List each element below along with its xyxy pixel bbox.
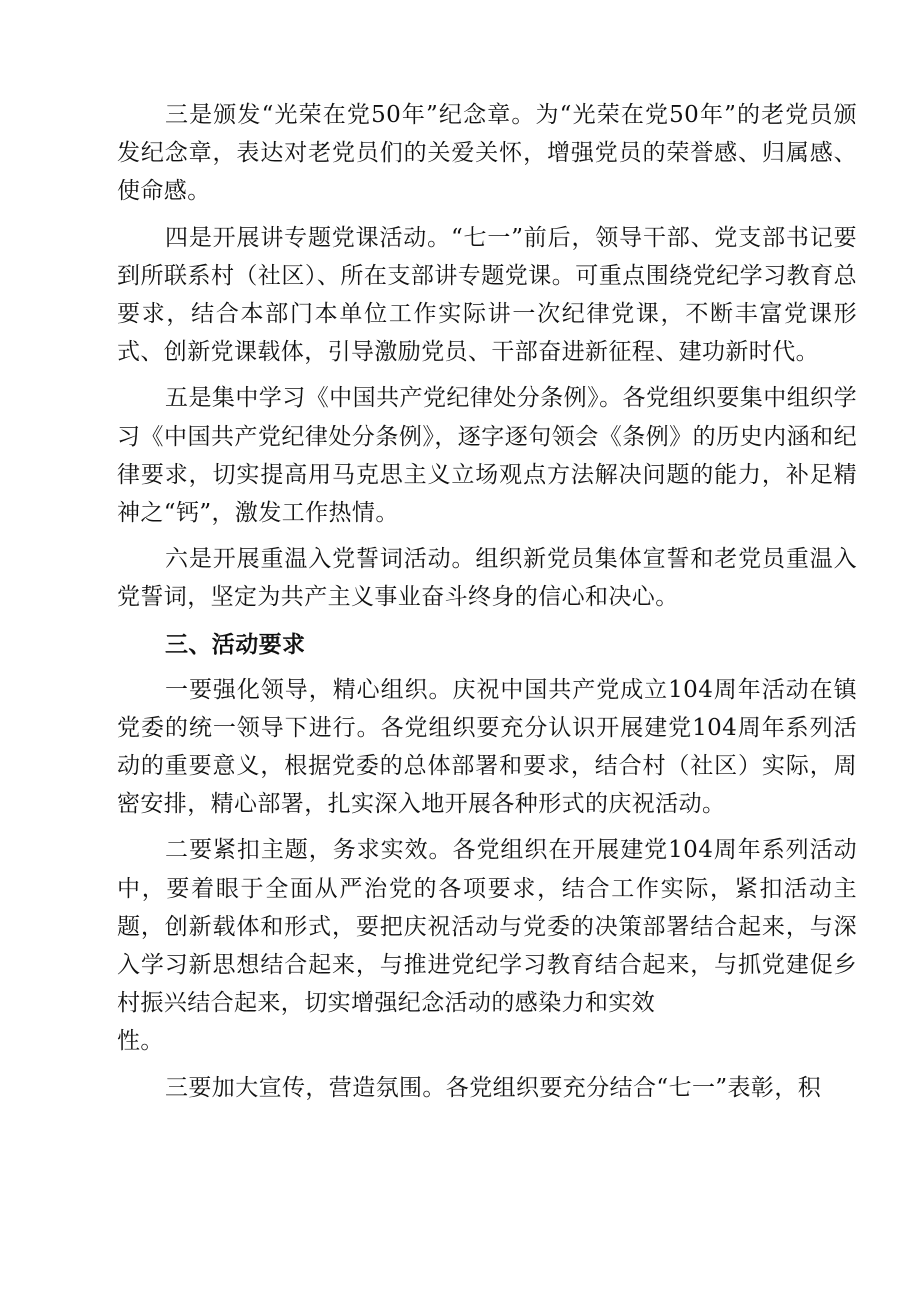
requirement-leadership: 一要强化领导，精心组织。庆祝中国共产党成立104周年活动在镇党委的统一领导下进行。各党组织要充分认识开展建党104周年系列活动的重要意义，根据党委的总体部署和要求，结合村（社区）实际，周密安排，精心部署，扎实深入地开展各种形式的庆祝活动。 xyxy=(117,676,857,818)
paragraph-party-lecture: 四是开展讲专题党课活动。“七一”前后，领导干部、党支部书记要到所联系村（社区）、所在支部讲专题党课。可重点围绕党纪学习教育总要求，结合本部门本单位工作实际讲一次纪律党课，不断丰富党课形式、创新党课载体，引导激励党员、干部奋进新征程、建功新时代。 xyxy=(117,224,857,366)
requirement-theme xyxy=(117,831,857,1060)
requirement-theme-text: 二要紧扣主题，务求实效。各党组织在开展建党104周年系列活动中，要着眼于全面从严治党的各项要求，结合工作实际，紧扣活动主题，创新载体和形式，要把庆祝活动与党委的决策部署结合起来，与深入学习新思想结合起来，与推进党纪学习教育结合起来，与抓党建促乡村振兴结合起来，切实增强纪念活动的感染力和实效 xyxy=(117,837,857,1017)
section-heading: 三、活动要求 xyxy=(165,631,306,658)
paragraph-oath-review: 六是开展重温入党誓词活动。组织新党员集体宣誓和老党员重温入党誓词，坚定为共产主义事业奋斗终身的信心和决心。 xyxy=(117,546,857,611)
paragraph-medal: 三是颁发“光荣在党50年”纪念章。为“光荣在党50年”的老党员颁发纪念章，表达对老党员们的关爱关怀，增强党员的荣誉感、归属感、使命感。 xyxy=(117,102,857,205)
paragraph-regulation-study: 五是集中学习《中国共产党纪律处分条例》。各党组织要集中组织学习《中国共产党纪律处分条例》，逐字逐句领会《条例》的历史内涵和纪律要求，切实提高用马克思主义立场观点方法解决问题的能力，补足精神之“钙”，激发工作热情。 xyxy=(117,385,857,527)
requirement-publicity: 三要加大宣传，营造氛围。各党组织要充分结合“七一”表彰，积 xyxy=(165,1074,822,1101)
requirement-theme-tail: 性。 xyxy=(117,1028,164,1055)
document-body xyxy=(117,96,857,1115)
